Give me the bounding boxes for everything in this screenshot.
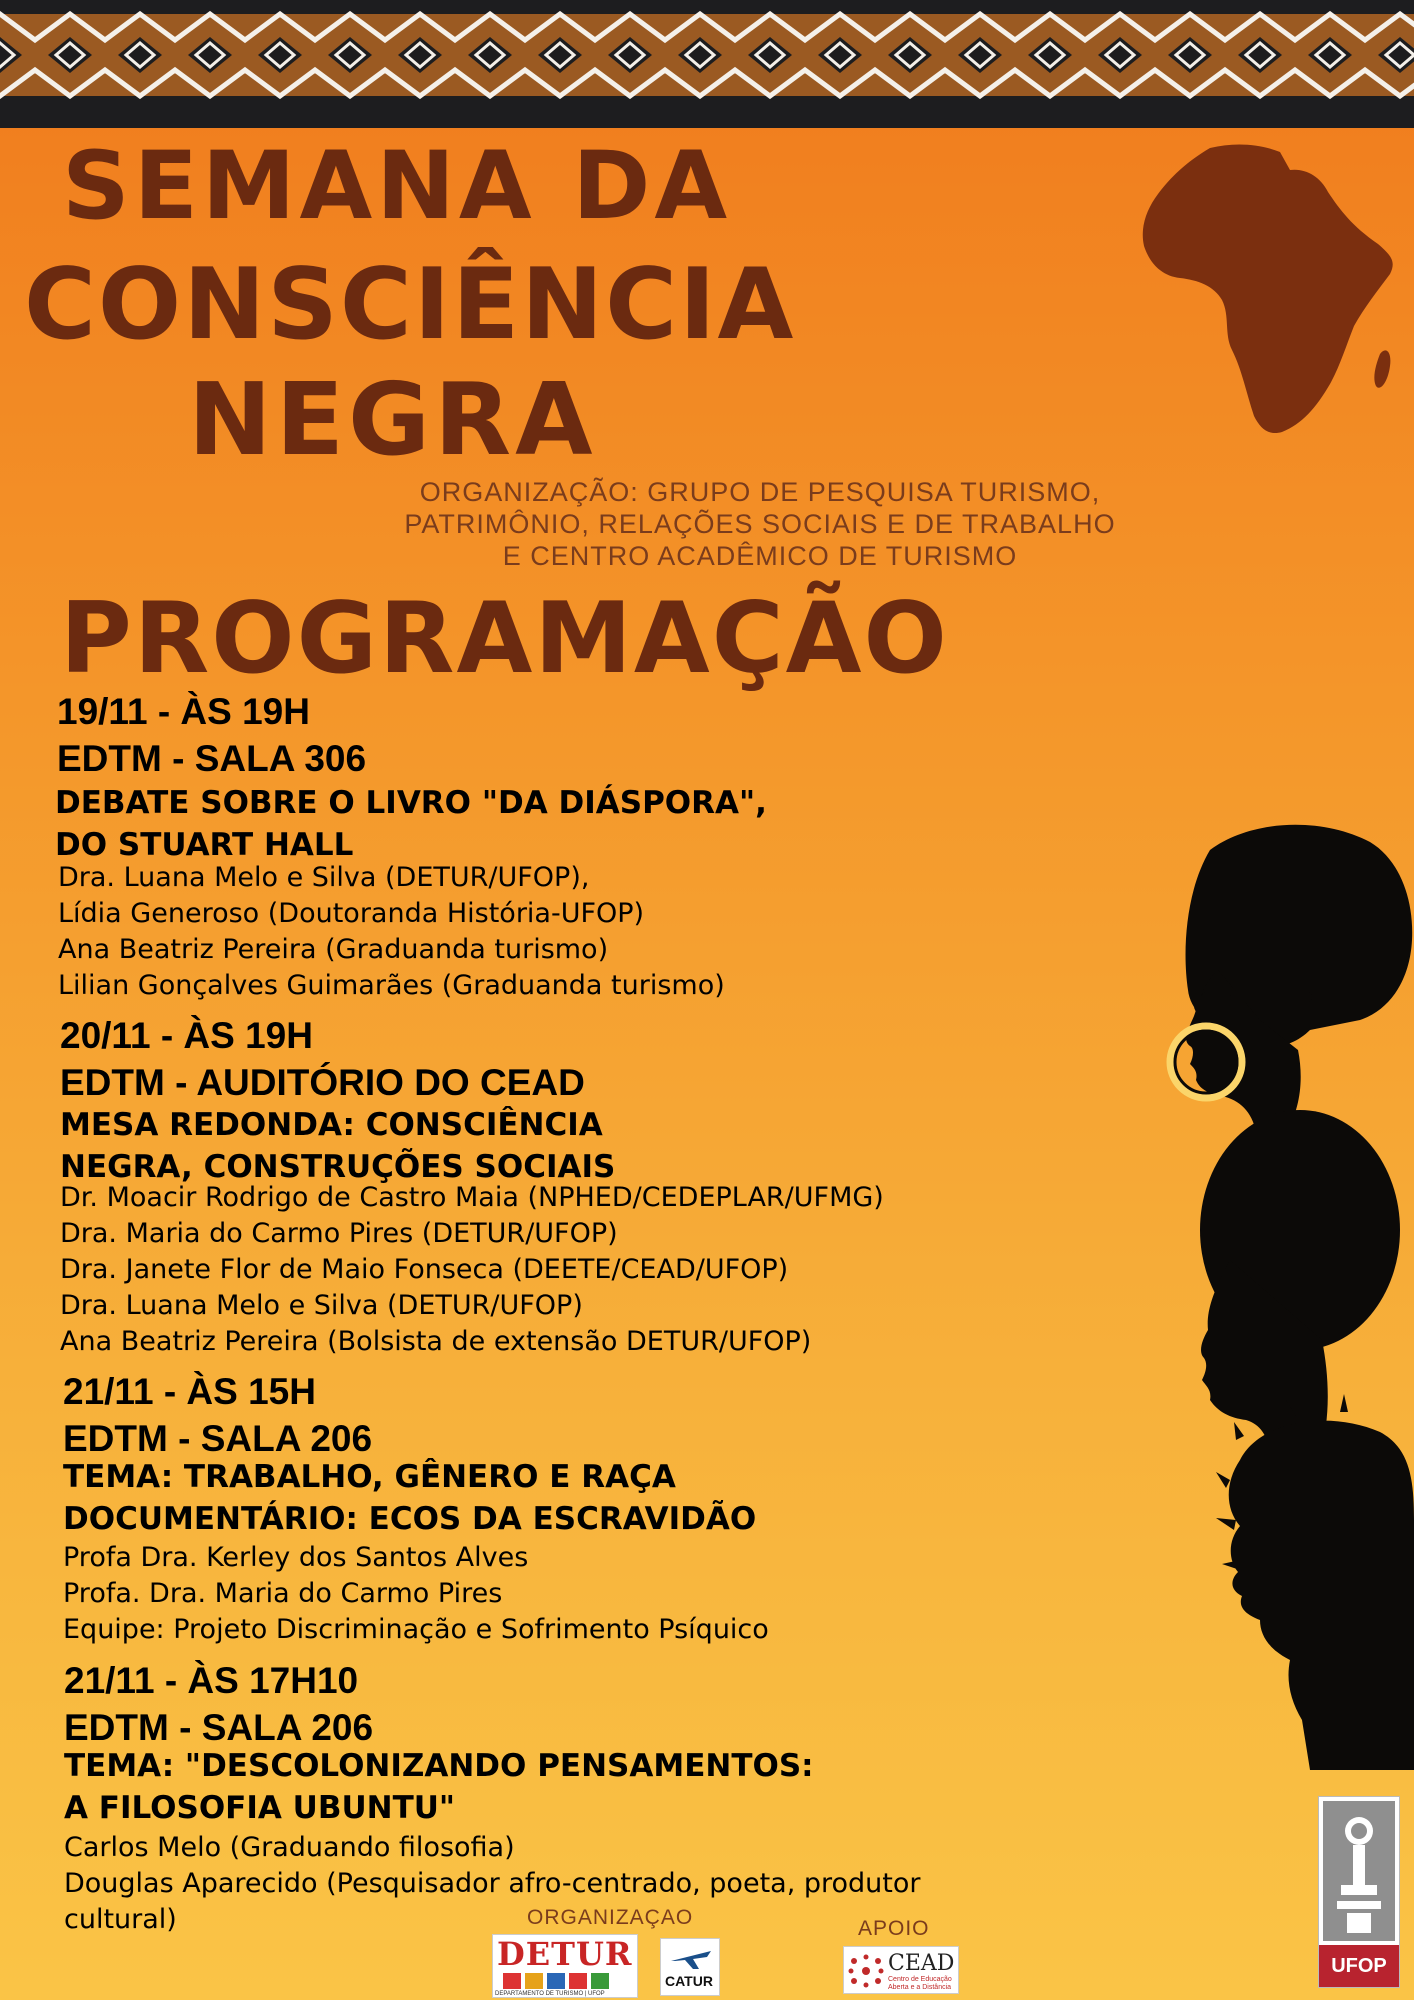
cead-caption-2: Aberta e a Distância xyxy=(888,1984,952,1991)
catur-logo-text: CATUR xyxy=(665,1973,713,1989)
event-3-participant-3: Equipe: Projeto Discriminação e Sofrimento Psíquico xyxy=(63,1614,769,1645)
event-3-participant-2: Profa. Dra. Maria do Carmo Pires xyxy=(63,1578,503,1609)
silhouette-round-afro xyxy=(1200,1110,1400,1454)
cead-caption-1: Centro de Educação xyxy=(888,1976,952,1983)
event-1-participant-2: Lídia Generoso (Doutoranda História-UFOP) xyxy=(58,898,645,929)
africa-map-icon xyxy=(1140,140,1410,440)
event-4-participant-2: Douglas Aparecido (Pesquisador afro-centrado, poeta, produtor xyxy=(64,1868,921,1899)
event-3-date: 21/11 - ÀS 15H xyxy=(63,1371,316,1412)
event-2-participant-1: Dr. Moacir Rodrigo de Castro Maia (NPHED/CEDEPLAR/UFMG) xyxy=(60,1182,884,1213)
organization-line-2: PATRIMÔNIO, RELAÇÕES SOCIAIS E DE TRABALHO xyxy=(404,509,1116,539)
catur-logo xyxy=(660,1938,720,1996)
event-1-topic-line-1: DEBATE SOBRE O LIVRO "DA DIÁSPORA", xyxy=(55,785,767,821)
event-2-date: 20/11 - ÀS 19H xyxy=(60,1015,313,1056)
event-1-participants xyxy=(58,860,725,1004)
organization-label: ORGANIZAÇAO xyxy=(527,1906,694,1929)
event-3-venue: EDTM - SALA 206 xyxy=(63,1418,373,1459)
event-1-date: 19/11 - ÀS 19H xyxy=(57,691,310,732)
organization-line-3: E CENTRO ACADÊMICO DE TURISMO xyxy=(502,541,1018,571)
event-4-venue: EDTM - SALA 206 xyxy=(64,1707,374,1748)
detur-logo-text: DETUR xyxy=(497,1935,633,1973)
ufop-label: UFOP xyxy=(1319,1945,1399,1987)
event-1-participant-3: Ana Beatriz Pereira (Graduanda turismo) xyxy=(58,934,609,965)
support-label: APOIO xyxy=(858,1917,930,1940)
event-4-topic-line-2: A FILOSOFIA UBUNTU" xyxy=(64,1790,456,1826)
event-4-topic-line-1: TEMA: "DESCOLONIZANDO PENSAMENTOS: xyxy=(64,1748,814,1784)
event-2-participant-5: Ana Beatriz Pereira (Bolsista de extensão DETUR/UFOP) xyxy=(60,1326,812,1357)
event-4-participants xyxy=(64,1830,921,1938)
airplane-icon xyxy=(669,1943,713,1971)
cead-network-icon xyxy=(848,1953,884,1989)
detur-icons xyxy=(503,1973,609,1989)
organization-text xyxy=(330,476,1190,572)
cead-logo xyxy=(843,1946,959,1994)
event-4-participant-3: cultural) xyxy=(64,1904,177,1935)
event-2-participant-2: Dra. Maria do Carmo Pires (DETUR/UFOP) xyxy=(60,1218,618,1249)
event-3-topic-line-2: DOCUMENTÁRIO: ECOS DA ESCRAVIDÃO xyxy=(63,1501,757,1537)
event-4-date: 21/11 - ÀS 17H10 xyxy=(64,1660,359,1701)
event-1-participant-4: Lilian Gonçalves Guimarães (Graduanda turismo) xyxy=(58,970,725,1001)
woman-silhouette-icon xyxy=(1090,820,1414,1770)
program-heading: PROGRAMAÇÃO xyxy=(60,582,949,696)
event-2-participant-3: Dra. Janete Flor de Maio Fonseca (DEETE/CEAD/UFOP) xyxy=(60,1254,789,1285)
event-3-participant-1: Profa Dra. Kerley dos Santos Alves xyxy=(63,1542,529,1573)
top-pattern-band xyxy=(0,0,1414,128)
silhouette-afro-woman xyxy=(1186,825,1413,1132)
event-3-topic xyxy=(63,1456,756,1540)
event-1-topic-line-2: DO STUART HALL xyxy=(55,827,354,863)
event-1-venue: EDTM - SALA 306 xyxy=(57,738,367,779)
detur-logo xyxy=(492,1934,638,1998)
event-1-topic xyxy=(55,782,767,866)
event-1-participant-1: Dra. Luana Melo e Silva (DETUR/UFOP), xyxy=(58,862,590,893)
cead-logo-text: CEAD xyxy=(888,1951,955,1976)
title-line-2: CONSCIÊNCIA xyxy=(24,248,796,362)
event-2-participant-4: Dra. Luana Melo e Silva (DETUR/UFOP) xyxy=(60,1290,583,1321)
event-2-topic-line-1: MESA REDONDA: CONSCIÊNCIA xyxy=(60,1107,603,1143)
title-line-3: NEGRA xyxy=(188,361,597,478)
event-4-topic xyxy=(64,1745,814,1829)
ufop-emblem-icon xyxy=(1323,1801,1395,1941)
event-3-topic-line-1: TEMA: TRABALHO, GÊNERO E RAÇA xyxy=(63,1459,676,1495)
zigzag-pattern xyxy=(0,0,1414,128)
event-2-topic xyxy=(60,1104,615,1188)
detur-caption: DEPARTAMENTO DE TURISMO | UFOP xyxy=(495,1991,605,1997)
event-2-topic-line-2: NEGRA, CONSTRUÇÕES SOCIAIS xyxy=(60,1149,616,1185)
event-3-participants xyxy=(63,1540,769,1648)
event-2-participants xyxy=(60,1180,884,1360)
organization-line-1: ORGANIZAÇÃO: GRUPO DE PESQUISA TURISMO, xyxy=(419,477,1101,507)
event-2-venue: EDTM - AUDITÓRIO DO CEAD xyxy=(60,1062,585,1103)
title-line-1: SEMANA DA xyxy=(62,132,732,241)
event-4-participant-1: Carlos Melo (Graduando filosofia) xyxy=(64,1832,515,1863)
silhouette-curly-hair xyxy=(1216,1394,1414,1770)
ufop-logo xyxy=(1318,1796,1400,1988)
